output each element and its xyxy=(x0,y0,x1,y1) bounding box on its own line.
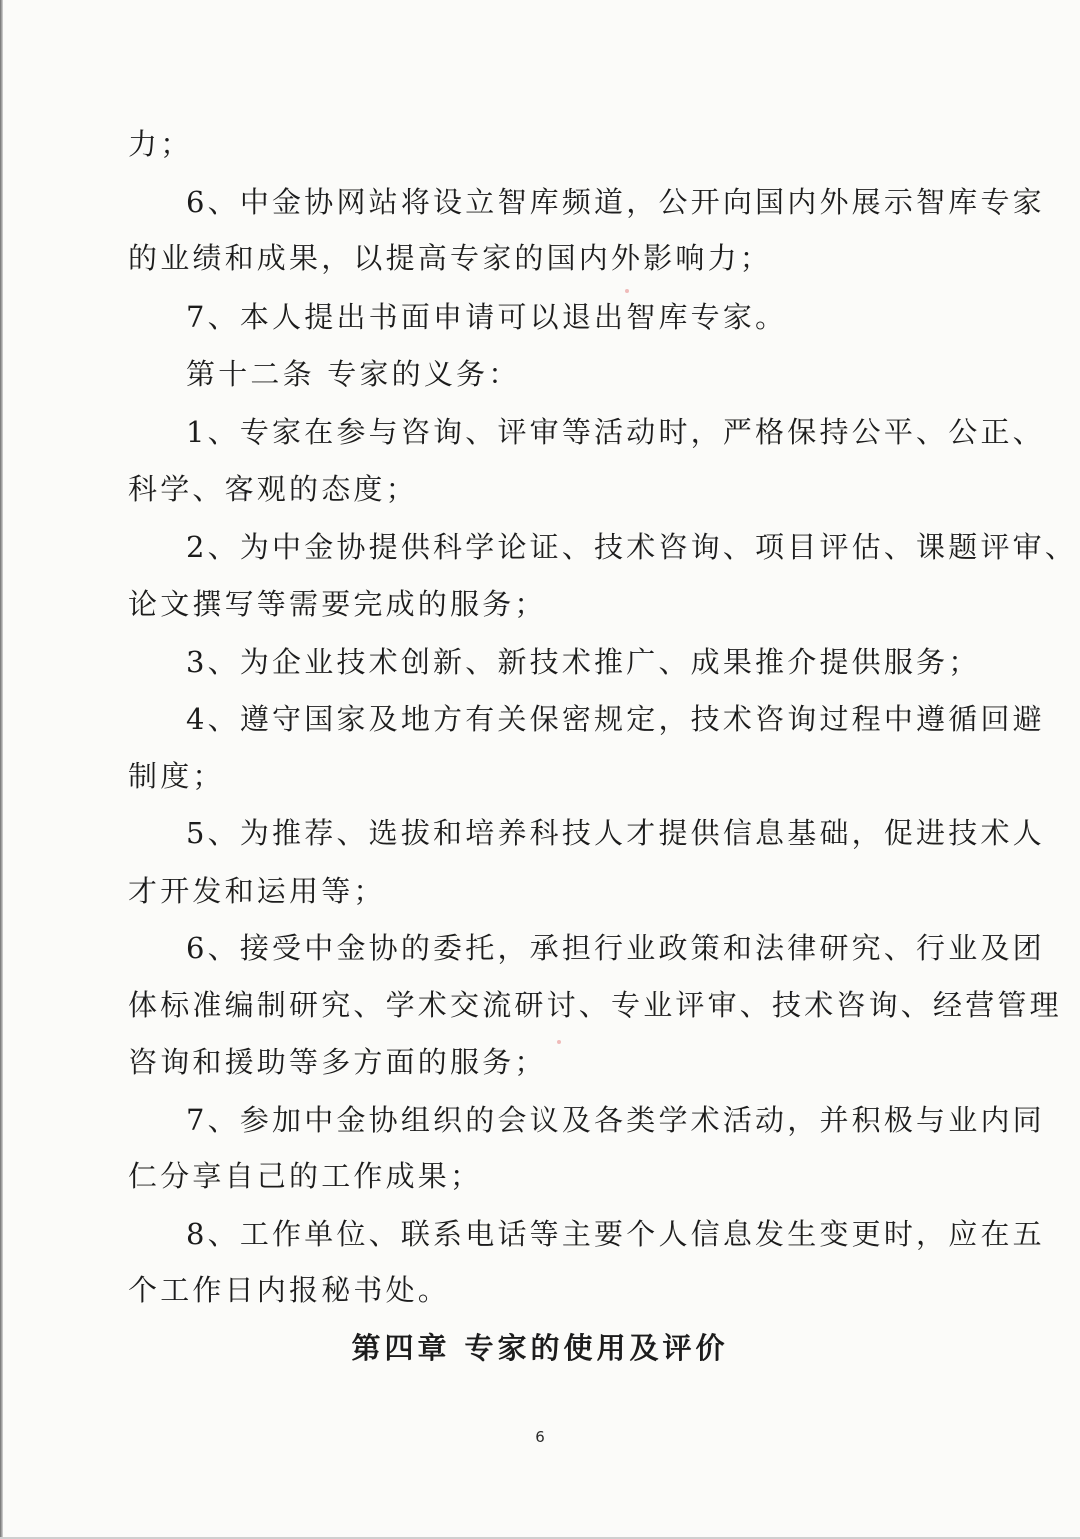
scan-speck xyxy=(625,289,629,293)
text-line: 2、为中金协提供科学论证、技术咨询、项目评估、课题评审、 xyxy=(186,530,1078,564)
article-heading: 第十二条 专家的义务： xyxy=(186,357,521,391)
text-line: 7、参加中金协组织的会议及各类学术活动，并积极与业内同 xyxy=(186,1103,1045,1137)
text-line: 力； xyxy=(128,127,193,161)
page-number: 6 xyxy=(535,1428,545,1446)
text-line: 仁分享自己的工作成果； xyxy=(128,1159,483,1193)
text-line: 论文撰写等需要完成的服务； xyxy=(128,587,547,621)
text-line: 6、中金协网站将设立智库频道，公开向国内外展示智库专家 xyxy=(186,185,1045,219)
text-line: 5、为推荐、选拔和培养科技人才提供信息基础，促进技术人 xyxy=(186,816,1045,850)
scan-speck xyxy=(557,1040,561,1044)
text-line: 1、专家在参与咨询、评审等活动时，严格保持公平、公正、 xyxy=(186,415,1045,449)
chapter-heading: 第四章 专家的使用及评价 xyxy=(351,1331,729,1365)
text-line: 3、为企业技术创新、新技术推广、成果推介提供服务； xyxy=(186,645,981,679)
text-line: 咨询和援助等多方面的服务； xyxy=(128,1045,547,1079)
text-line: 个工作日内报秘书处。 xyxy=(128,1273,451,1307)
text-line: 科学、客观的态度； xyxy=(128,472,418,506)
text-line: 制度； xyxy=(128,759,225,793)
text-line: 4、遵守国家及地方有关保密规定，技术咨询过程中遵循回避 xyxy=(186,702,1045,736)
text-line: 的业绩和成果，以提高专家的国内外影响力； xyxy=(128,241,773,275)
scan-edge xyxy=(0,0,3,1539)
text-line: 体标准编制研究、学术交流研讨、专业评审、技术咨询、经营管理 xyxy=(128,988,1062,1022)
text-line: 才开发和运用等； xyxy=(128,874,386,908)
text-line: 7、本人提出书面申请可以退出智库专家。 xyxy=(186,300,788,334)
text-line: 6、接受中金协的委托，承担行业政策和法律研究、行业及团 xyxy=(186,931,1045,965)
text-line: 8、工作单位、联系电话等主要个人信息发生变更时，应在五 xyxy=(186,1217,1045,1251)
